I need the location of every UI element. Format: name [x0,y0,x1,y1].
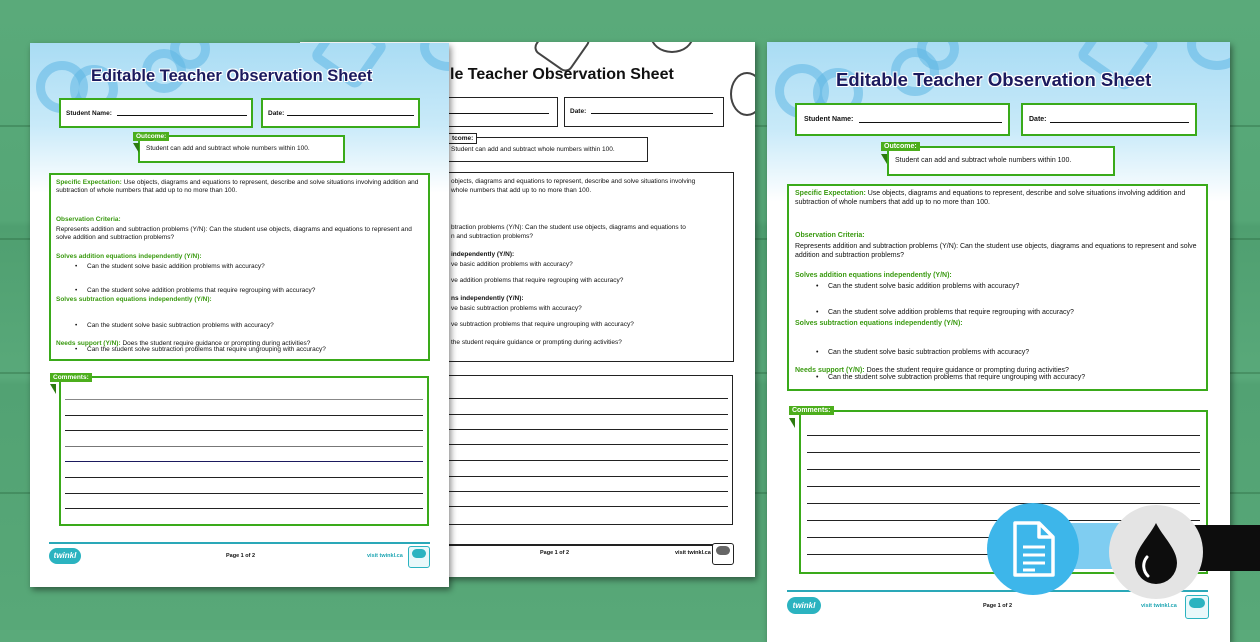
twinkl-logo: twinkl [49,548,81,564]
criteria-line: n and subtraction problems? [451,233,534,240]
criteria-box [448,172,734,362]
criteria-line: independently (Y/N): [451,251,515,258]
criteria-line: whole numbers that add up to no more than 100. [451,187,592,194]
needs-support-text: Does the student require guidance or prompting during activities? [122,340,311,347]
comments-box [448,375,733,525]
student-name-line [859,122,1002,123]
criteria-line: ve addition problems that require regrouping with accuracy? [451,277,624,284]
subtraction-label: Solves subtraction equations independently (Y/N): [56,296,212,303]
comment-line [449,491,728,492]
comment-line [449,429,728,430]
specific-expectation-label: Specific Expectation: [56,179,122,186]
date-label: Date: [268,110,285,117]
addition-bullet: • Can the student solve addition problems that require regrouping with accuracy? [814,309,1230,318]
criteria-line: the student require guidance or prompting during activities? [451,339,622,346]
date-box [1021,103,1197,136]
comment-line [65,477,423,478]
subtraction-bullet: • Can the student solve basic subtraction problems with accuracy? [73,322,449,330]
tag-fold [133,143,139,153]
comment-line [449,476,728,477]
sheet-title: le Teacher Observation Sheet [450,66,674,83]
comment-line [65,461,423,462]
twinkl-logo: twinkl [787,597,821,614]
outcome-text: Student can add and subtract whole numbers within 100. [451,146,615,153]
specific-expectation-text: Use objects, diagrams and equations to represent, describe and solve situations involving addition and subtraction of whole numbers that add up to no more than 100. [795,190,1186,206]
comment-line [65,430,423,431]
comment-line [65,415,423,416]
comment-line [65,446,423,447]
criteria-box [49,173,430,361]
outcome-text: Student can add and subtract whole numbers within 100. [146,145,310,152]
comment-line [449,506,728,507]
addition-bullet: • Can the student solve basic addition problems with accuracy? [73,263,449,271]
criteria-line: ve subtraction problems that require ungrouping with accuracy? [451,321,634,328]
footer-page-number: Page 1 of 2 [983,603,1013,609]
criteria-line: objects, diagrams and equations to represent, describe and solve situations involving [451,178,696,185]
document-format-button[interactable] [987,503,1079,595]
footer-rule [49,542,430,544]
date-line [287,115,414,116]
tag-fold [789,418,795,428]
ink-drop-icon [1109,505,1203,599]
criteria-box [787,184,1208,391]
outcome-tag: Outcome: [133,132,169,141]
comment-line [449,460,728,461]
specific-expectation [56,179,421,195]
sheet-title: Editable Teacher Observation Sheet [91,67,373,85]
comment-line [449,444,728,445]
student-name-box [59,98,253,128]
footer-url: visit twinkl.ca [367,553,403,559]
addition-bullet: • Can the student solve basic addition problems with accuracy? [814,283,1230,292]
student-name-label: Student Name: [804,116,854,123]
comments-tag: Comments: [789,406,834,415]
date-label: Date: [570,108,587,115]
student-name-line [117,115,247,116]
footer-rule [448,544,733,546]
outcome-tag: tcome: [448,133,477,144]
comment-line [449,414,728,415]
subtraction-bullet: • Can the student solve basic subtraction problems with accuracy? [814,349,1230,358]
date-line [1050,122,1189,123]
comment-line [807,435,1200,436]
represents-text: Represents addition and subtraction problems (Y/N): Can the student use objects, diagrams and equations to represent and solve addition and subtraction problems? [56,226,412,242]
date-box [261,98,420,128]
outcome-tag: Outcome: [881,142,920,151]
outcome-text: Student can add and subtract whole numbers within 100. [895,157,1072,164]
represents-text: Represents addition and subtraction problems (Y/N): Can the student use objects, diagrams and equations to represent and solve addition and subtraction problems? [795,243,1197,259]
criteria-line: ns independently (Y/N): [451,295,524,302]
student-name-box [795,103,1010,136]
student-name-label: Student Name: [66,110,112,117]
decorative-number-shape [730,72,755,116]
needs-support [56,340,310,348]
subtraction-label: Solves subtraction equations independently (Y/N): [795,320,963,327]
addition-label: Solves addition equations independently (Y/N): [56,253,202,260]
observation-criteria-label: Observation Criteria: [795,232,865,239]
criteria-line: ve basic subtraction problems with accuracy? [451,305,582,312]
needs-support-text: Does the student require guidance or prompting during activities? [866,367,1069,374]
specific-expectation [795,190,1200,208]
comments-tag: Comments: [50,373,92,382]
comments-box [59,376,429,526]
footer-page-number: Page 1 of 2 [226,553,256,559]
specific-expectation-text: Use objects, diagrams and equations to represent, describe and solve situations involving addition and subtraction of whole numbers that add up to no more than 100. [56,179,419,195]
specific-expectation-label: Specific Expectation: [795,190,866,197]
comment-line [807,486,1200,487]
addition-label: Solves addition equations independently (Y/N): [795,272,952,279]
footer-url: visit twinkl.ca [675,550,711,556]
comment-line [449,398,728,399]
criteria-line: ve basic addition problems with accuracy? [451,261,573,268]
comment-line [65,399,423,400]
comment-line [807,469,1200,470]
observation-criteria-label: Observation Criteria: [56,216,121,223]
footer-page-number: Page 1 of 2 [540,550,570,556]
award-badge [712,543,734,565]
comment-line [807,452,1200,453]
footer-url: visit twinkl.ca [1141,603,1177,609]
date-line [591,113,713,114]
date-box [564,97,724,127]
comment-line [65,493,423,494]
worksheet-preview-color-left [30,43,449,587]
date-label: Date: [1029,116,1047,123]
sheet-title: Editable Teacher Observation Sheet [836,69,1152,90]
needs-support [795,367,1069,376]
decorative-number-shape [650,42,694,53]
outcome-box [448,137,648,162]
needs-support-label: Needs support (Y/N): [56,340,121,347]
addition-bullet: • Can the student solve addition problems that require regrouping with accuracy? [73,287,449,295]
document-icon [987,503,1079,595]
criteria-line: btraction problems (Y/N): Can the student use objects, diagrams and equations to [451,224,686,231]
subtraction-bullet: • Can the student solve subtraction problems that require ungrouping with accuracy? [814,374,1230,383]
outcome-box [887,146,1115,176]
tag-fold [50,384,56,394]
subtraction-bullet: • Can the student solve subtraction problems that require ungrouping with accuracy? [73,346,449,354]
tag-fold [881,154,887,164]
comment-line [65,508,423,509]
needs-support-label: Needs support (Y/N): [795,367,865,374]
ink-saver-format-button[interactable] [1109,505,1203,599]
award-badge [408,546,430,568]
